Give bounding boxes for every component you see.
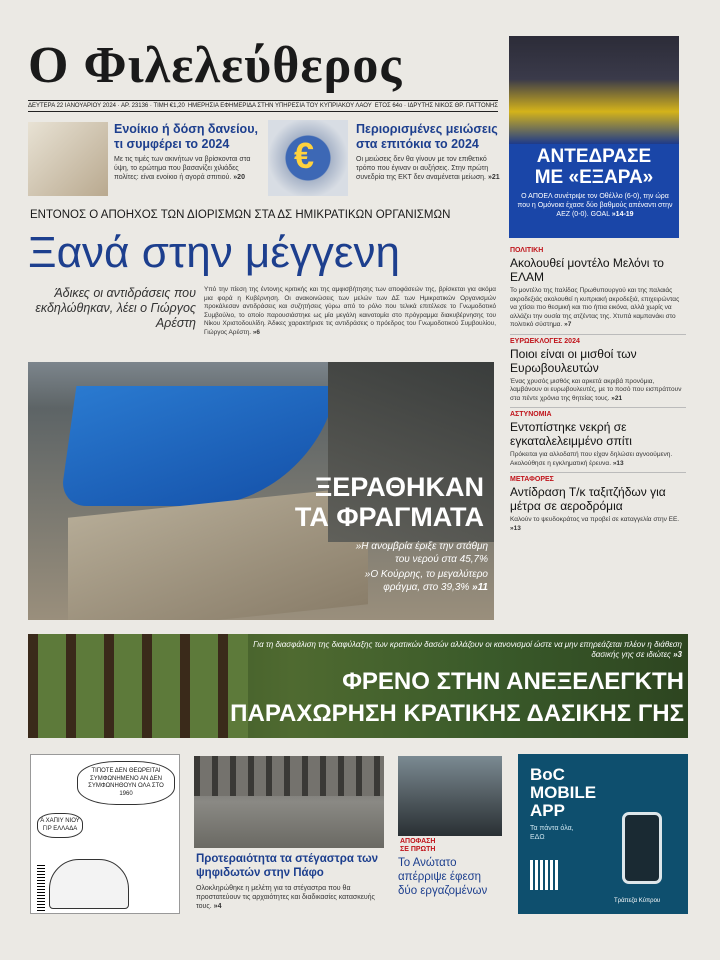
lead-kicker: ΕΝΤΟΝΟΣ Ο ΑΠΟΗΧΟΣ ΤΩΝ ΔΙΟΡΙΣΜΩΝ ΣΤΑ ΔΣ ΗΜΙΚΡΑΤΙΚΩΝ ΟΡΓΑΝΙΣΜΩΝ <box>30 209 451 221</box>
cartoon-reply: Α ΧΑΠΙΥ ΝΙΟΥ ΓΙΡ ΕΛΛΑΔΑ <box>37 813 83 838</box>
hangar-title[interactable]: Προτεραιότητα τα στέγαστρα των ψηφιδωτών στην Πάφο <box>196 853 379 879</box>
qr-code-icon <box>530 860 560 890</box>
teaser-rent-title: Ενοίκιο ή δόση δανείου, τι συμφέρει το 2024 <box>114 122 258 151</box>
cartoon-bubble: ΤΙΠΟΤΕ ΔΕΝ ΘΕΩΡΕΙΤΑΙ ΣΥΜΦΩΝΗΜΕΝΟ ΑΝ ΔΕΝ ΣΥΜΦΩΝΗΘΟΥΝ ΟΛΑ ΣΤΟ 1960 <box>77 761 175 805</box>
teaser-rates-text: Οι μειώσεις δεν θα γίνουν με τον επιθετικό τρόπο που έγιναν οι αυξήσεις. Στην πρώτη συνεδρία της ΕΚΤ δεν αναμένεται μείωση. <box>356 156 489 181</box>
sidebar-cat: ΕΥΡΩΕΚΛΟΓΕΣ 2024 <box>510 337 580 345</box>
dam-ref: »11 <box>472 582 488 593</box>
forest-banner[interactable] <box>28 634 688 738</box>
teaser-rent[interactable] <box>114 122 264 182</box>
cartoon <box>30 754 180 914</box>
hangar-photo[interactable] <box>194 756 384 848</box>
dam-line-1: »Η ανομβρία έριξε την στάθμη <box>355 541 488 552</box>
sidebar-ref: »7 <box>564 321 572 328</box>
lead-ref: »6 <box>252 328 260 336</box>
boc-ad-bank: Τράπεζα Κύπρου <box>614 898 661 904</box>
sports-text: Ο ΑΠΟΕΛ συνέτριψε τον Οθέλλο (6-0), την ώρα που η Ομόνοια έχασε δύο βαθμούς απέναντι στην ΑΕΖ (0-0). GOAL <box>517 193 673 218</box>
sidebar-head: Αντίδραση Τ/κ ταξιτζήδων για μέτρα σε αεροδρόμια <box>510 485 666 513</box>
dam-line-2: του νερού στα 45,7% <box>395 554 488 565</box>
court-kicker-2: ΣΕ ΠΡΩΤΗ <box>400 846 436 853</box>
sidebar <box>510 244 686 533</box>
lead-body: Υπό την πίεση της έντονης κριτικής και της αμφισβήτησης των αποφάσεών της, βρίσκεται για ακόμα μια φορά η Κυβέρνηση. Οι ανακοινώσεις των μελών των ΔΣ των Ημικρατικών Οργανισμών προκάλεσαν αντιδράσεις και συζητήσεις γύρω από το ρόλο που τελικά επιτέλεσε το Γνωμοδοτικό Συμβούλιο, το οποίο παρουσιάστηκε ως μία μεγάλη καινοτομία στο πρόγραμμα διακυβέρνησης του Νίκου Χριστοδουλίδη. Άδικες χαρακτήρισε τις αντιδράσεις ο πρόεδρος του Γνωμοδοτικού Συμβουλίου, Γιώργος Αρέστη. <box>204 286 496 336</box>
dam-line-4: φράγμα, στο 39,3% <box>383 582 470 593</box>
sidebar-head: Ακολουθεί μοντέλο Μελόνι το ΕΛΑΜ <box>510 256 664 284</box>
sidebar-ref: »21 <box>611 394 623 402</box>
boc-ad-sub: Τα πάντα όλα, ΕΔΩ <box>530 825 574 841</box>
boc-ad-line-3: APP <box>530 801 565 820</box>
court-title[interactable]: Το Ανώτατο απέρριψε έφεση δύο εργαζομένων <box>398 857 488 897</box>
phone-icon <box>622 812 662 884</box>
euro-icon: € <box>294 135 315 176</box>
hangar-roof <box>194 756 384 796</box>
lead-quote: Άδικες οι αντιδράσεις που εκδηλώθηκαν, λέει ο Γιώργος Αρέστη <box>35 286 196 330</box>
sidebar-text: Το μοντέλο της Ιταλίδας Πρωθυπουργού και της παλαιάς ακροδεξιάς ακολουθεί η κυπριακή ακροδεξιά, επιχειρώντας να χτίσει πιο θεσμική και πιο ήπια εικόνα, αλλά χωρίς να αλλάζει την ουσία της ατζέντας της. Χτυπά καμπανάκι στο πολιτικό σύστημα. <box>510 287 680 328</box>
hangar-ref: »4 <box>213 903 222 910</box>
divider <box>510 472 686 473</box>
sidebar-text: Ένας χρυσός μισθός και αρκετά ακριβά προνόμια, λαμβάνουν οι ευρωβουλευτές, με το ποσό που εισπράττουν στα πέντε χρόνια της θητείας τους. <box>510 377 682 402</box>
teaser-rates-title: Περιορισμένες μειώσεις στα επιτόκια το 2024 <box>356 122 498 151</box>
dateline <box>28 100 498 112</box>
sidebar-item-euroelections[interactable] <box>510 338 686 404</box>
sports-title-1: ΑΝΤΕΔΡΑΣΕ <box>536 146 652 167</box>
sidebar-item-transport[interactable] <box>510 476 686 533</box>
forest-deck: Για τη διασφάλιση της διαφύλαξης των κρατικών δασών αλλάζουν οι κανονισμοί ώστε να μην επηρεάζεται πλέον η διάθεση δασικής γης σε ιδιώτες <box>253 640 682 659</box>
founder: ΕΤΟΣ 64ο · ΙΔΡΥΤΗΣ ΝΙΚΟΣ ΘΡ. ΠΑΤΤΟΝΗΣ <box>374 103 498 109</box>
sports-ref: »14-19 <box>611 211 634 218</box>
forest-ref: »3 <box>673 650 682 659</box>
teaser-euro-image <box>268 120 348 196</box>
barcode <box>37 865 45 911</box>
sidebar-text: Καλούν το ψευδοκράτος να προβεί σε καταγγελία στην ΕΕ. <box>510 516 680 523</box>
boc-ad[interactable] <box>518 754 688 914</box>
sidebar-head: Εντοπίστηκε νεκρή σε εγκαταλελειμμένο σπίτι <box>510 420 632 448</box>
dam-photo[interactable] <box>28 362 494 620</box>
boc-ad-line-1: BoC <box>530 765 565 784</box>
lead-headline[interactable]: Ξανά στην μέγγενη <box>28 228 400 277</box>
court-kicker-1: ΑΠΟΦΑΣΗ <box>400 838 436 845</box>
dam-line-3: »Ο Κούρρης, το μεγαλύτερο <box>364 569 488 580</box>
sidebar-head: Ποιοι είναι οι μισθοί των Ευρωβουλευτών <box>510 346 637 375</box>
boc-ad-line-2: MOBILE <box>530 783 597 802</box>
sidebar-ref: »13 <box>612 459 624 467</box>
sports-box[interactable] <box>509 36 679 238</box>
teaser-rates-ref: »21 <box>487 174 500 181</box>
sidebar-ref: »13 <box>510 524 521 532</box>
sports-title-2: ΜΕ «ΕΞΑΡΑ» <box>534 167 654 188</box>
masthead-title: Ο Φιλελεύθερος <box>28 37 403 94</box>
date: ΔΕΥΤΕΡΑ 22 ΙΑΝΟΥΑΡΙΟΥ 2024 · ΑΡ. 23136 · ΤΙΜΗ €1,20 <box>28 103 185 109</box>
teaser-rent-image <box>28 122 108 196</box>
tagline: ΗΜΕΡΗΣΙΑ ΕΦΗΜΕΡΙΔΑ ΣΤΗΝ ΥΠΗΡΕΣΙΑ ΤΟΥ ΚΥΠΡΙΑΚΟΥ ΛΑΟΥ <box>187 103 372 109</box>
forest-headline-1: ΦΡΕΝΟ ΣΤΗΝ ΑΝΕΞΕΛΕΓΚΤΗ <box>342 668 684 695</box>
divider <box>510 334 686 335</box>
sidebar-text: Πρόκειται για αλλοδαπή που είχαν δηλώσει αγνοούμενη. Ακολούθησε η εγκληματική έρευνα. <box>510 451 673 467</box>
sidebar-item-politics[interactable] <box>510 247 686 330</box>
sidebar-cat: ΜΕΤΑΦΟΡΕΣ <box>510 476 554 483</box>
teaser-rates[interactable] <box>356 122 502 182</box>
teaser-rent-ref: »20 <box>233 174 245 181</box>
court-photo[interactable] <box>398 756 502 836</box>
teaser-rent-text: Με τις τιμές των ακινήτων να βρίσκονται στα ύψη, το ερώτημα που βασανίζει χιλιάδες πολίτες: είναι ενοίκιο ή αγορά σπιτιού. <box>114 156 251 181</box>
dam-title-2: ΤΑ ΦΡΑΓΜΑΤΑ <box>294 502 484 532</box>
forest-headline-2: ΠΑΡΑΧΩΡΗΣΗ ΚΡΑΤΙΚΗΣ ΔΑΣΙΚΗΣ ΓΗΣ <box>230 700 684 727</box>
sports-photo <box>509 36 679 144</box>
sidebar-cat: ΠΟΛΙΤΙΚΗ <box>510 247 544 254</box>
sidebar-cat: ΑΣΤΥΝΟΜΙΑ <box>510 411 552 418</box>
hangar-text: Ολοκληρώθηκε η μελέτη για τα στέγαστρα που θα προστατεύουν τις αρχαιότητες και διαδικασίες κατασκευής τους. <box>196 885 375 910</box>
lead-body-wrap <box>204 286 496 338</box>
divider <box>510 407 686 408</box>
dam-title-1: ΞΕΡΑΘΗΚΑΝ <box>314 472 484 502</box>
cartoon-figure <box>49 859 129 909</box>
sidebar-item-police[interactable] <box>510 411 686 468</box>
